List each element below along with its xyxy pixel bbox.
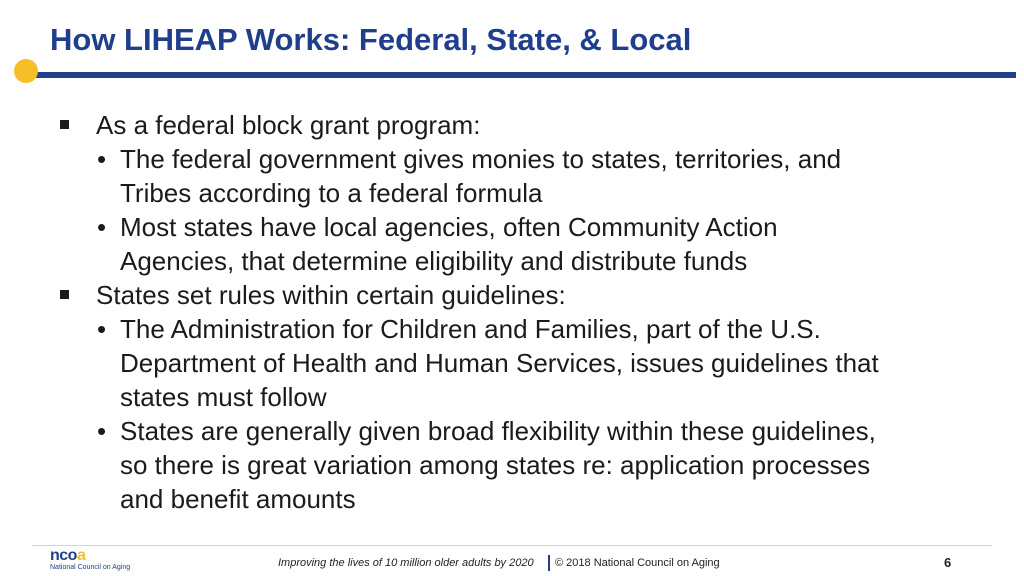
sub-bullet-line: The Administration for Children and Families, part of the U.S. bbox=[120, 314, 821, 344]
bullet-text: States set rules within certain guidelines: bbox=[96, 280, 566, 310]
sub-bullet-line: states must follow bbox=[120, 382, 327, 412]
sub-bullet-line: Tribes according to a federal formula bbox=[120, 178, 543, 208]
sub-bullet-line: Department of Health and Human Services, issues guidelines that bbox=[120, 348, 879, 378]
sub-bullet-line: Most states have local agencies, often Community Action bbox=[120, 212, 778, 242]
sub-bullet-flexibility bbox=[0, 414, 1024, 516]
sub-bullet-federal-formula bbox=[0, 142, 1024, 210]
slide-title: How LIHEAP Works: Federal, State, & Local bbox=[50, 22, 692, 57]
square-bullet-icon bbox=[60, 290, 69, 299]
sub-bullet-line: Agencies, that determine eligibility and distribute funds bbox=[120, 246, 748, 276]
logo-tagline: National Council on Aging bbox=[50, 564, 131, 571]
dot-bullet-icon: • bbox=[97, 144, 107, 174]
bullet-text: As a federal block grant program: bbox=[96, 110, 481, 140]
square-bullet-icon bbox=[60, 120, 69, 129]
dot-bullet-icon: • bbox=[97, 212, 107, 242]
accent-dot-icon bbox=[14, 59, 38, 83]
sub-bullet-line: States are generally given broad flexibility within these guidelines, bbox=[120, 416, 876, 446]
dot-bullet-icon: • bbox=[97, 314, 107, 344]
sub-bullet-acf-guidelines bbox=[0, 312, 1024, 414]
sub-bullet-local-agencies bbox=[0, 210, 1024, 278]
footer-separator bbox=[548, 555, 550, 571]
logo-wordmark: ncoa bbox=[50, 547, 86, 564]
footer-copyright: © 2018 National Council on Aging bbox=[555, 557, 720, 569]
footer-divider bbox=[32, 545, 992, 546]
title-underline bbox=[24, 72, 1016, 78]
dot-bullet-icon: • bbox=[97, 416, 107, 446]
sub-bullet-line: so there is great variation among states re: application processes bbox=[120, 450, 871, 480]
footer-tagline: Improving the lives of 10 million older adults by 2020 bbox=[278, 557, 534, 569]
bullet-block-grant bbox=[0, 108, 1024, 142]
page-number: 6 bbox=[944, 555, 952, 570]
ncoa-logo bbox=[48, 548, 138, 574]
slide-body bbox=[0, 108, 1024, 516]
bullet-state-rules bbox=[0, 278, 1024, 312]
sub-bullet-line: The federal government gives monies to states, territories, and bbox=[120, 144, 842, 174]
sub-bullet-line: and benefit amounts bbox=[120, 484, 356, 514]
